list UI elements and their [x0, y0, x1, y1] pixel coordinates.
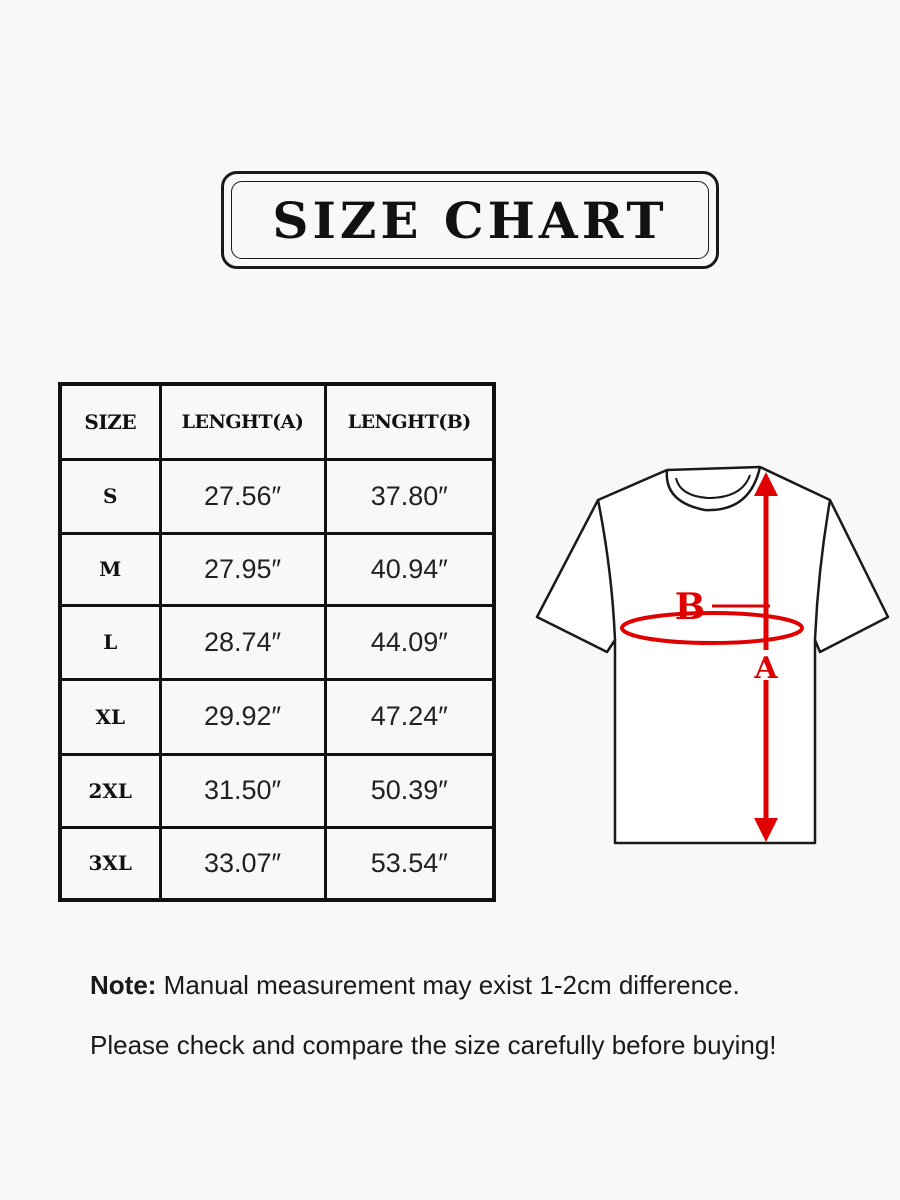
label-a: A	[754, 651, 778, 686]
length-a-cell: 33.07″	[160, 827, 325, 900]
size-cell: L	[60, 605, 160, 679]
header-length-a: LENGHT(A)	[160, 384, 325, 459]
length-b-cell: 37.80″	[325, 459, 494, 533]
length-b-cell: 44.09″	[325, 605, 494, 679]
length-a-cell: 27.95″	[160, 533, 325, 605]
length-a-cell: 27.56″	[160, 459, 325, 533]
note-label: Note:	[90, 970, 157, 1000]
length-a-cell: 29.92″	[160, 679, 325, 754]
size-cell: XL	[60, 679, 160, 754]
tshirt-diagram	[530, 455, 895, 850]
length-b-cell: 50.39″	[325, 754, 494, 827]
note-line-1	[90, 970, 740, 1001]
note-text-2: Please check and compare the size carefully before buying!	[90, 1030, 777, 1060]
header-size: SIZE	[60, 384, 160, 459]
header-length-b: LENGHT(B)	[325, 384, 494, 459]
label-b: B	[674, 586, 706, 628]
length-b-cell: 53.54″	[325, 827, 494, 900]
size-cell: S	[60, 459, 160, 533]
size-cell: 3XL	[60, 827, 160, 900]
tshirt-outline	[537, 467, 888, 843]
note-text-1: Manual measurement may exist 1-2cm difference.	[163, 970, 740, 1000]
table-header-row	[60, 384, 494, 459]
table-row	[60, 533, 494, 605]
length-a-cell: 31.50″	[160, 754, 325, 827]
length-b-cell: 47.24″	[325, 679, 494, 754]
table-row	[60, 605, 494, 679]
size-cell: 2XL	[60, 754, 160, 827]
table-row	[60, 827, 494, 900]
table-row	[60, 679, 494, 754]
table-row	[60, 754, 494, 827]
length-b-cell: 40.94″	[325, 533, 494, 605]
length-a-cell: 28.74″	[160, 605, 325, 679]
title-banner	[221, 171, 719, 269]
size-table	[58, 382, 496, 902]
page-title: SIZE CHART	[272, 190, 668, 250]
size-cell: M	[60, 533, 160, 605]
table-row	[60, 459, 494, 533]
note-line-2	[90, 1030, 777, 1061]
